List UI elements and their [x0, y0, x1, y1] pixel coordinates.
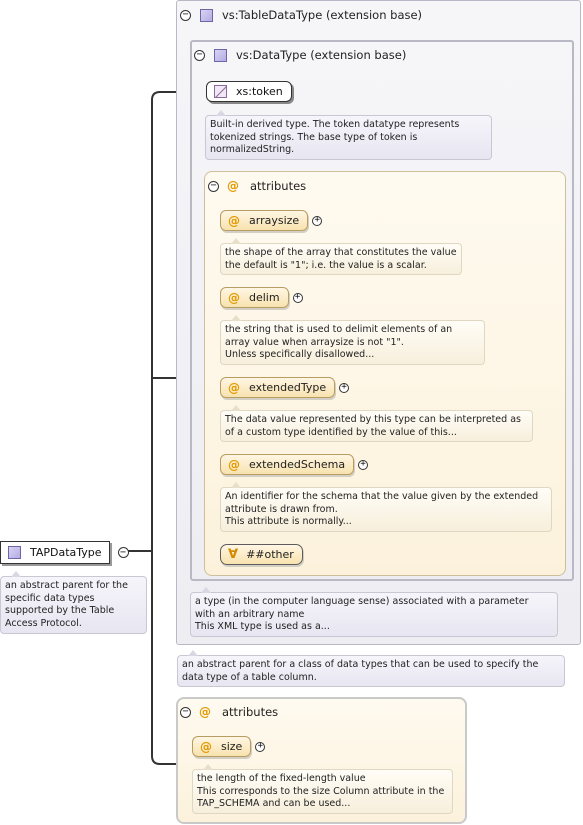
complex-type-icon: [214, 49, 227, 62]
data-type-label: vs:DataType (extension base): [236, 48, 407, 62]
attribute-icon: @: [227, 179, 239, 193]
tap-attributes-label: attributes: [222, 705, 279, 719]
data-type-header: [194, 48, 406, 62]
collapse-icon[interactable]: −: [208, 181, 219, 192]
root-element-label: TAPDataType: [30, 546, 102, 559]
root-element-box[interactable]: [0, 541, 110, 564]
table-data-type-note: an abstract parent for a class of data types that can be used to specify the data type of a table column.: [177, 655, 565, 687]
attribute-pill[interactable]: [220, 287, 289, 308]
token-label: xs:token: [236, 85, 283, 98]
attribute-name: extendedType: [249, 381, 327, 394]
attribute-icon: @: [228, 290, 240, 305]
collapse-icon[interactable]: −: [194, 50, 205, 61]
attribute-extended-schema[interactable]: [220, 454, 368, 475]
root-note: an abstract parent for the specific data types supported by the Table Access Protocol.: [0, 576, 147, 634]
extended-type-note: The data value represented by this type can be interpreted as of a custom type identified by the value of this...: [220, 410, 533, 442]
collapse-icon[interactable]: −: [118, 547, 129, 558]
size-note: the length of the fixed-length value This corresponds to the size Column attribute in the TAP_SCHEMA and can be used...: [192, 769, 453, 814]
table-data-type-label: vs:TableDataType (extension base): [222, 8, 423, 22]
simple-type-icon: [214, 85, 227, 98]
attribute-extended-type[interactable]: [220, 377, 349, 398]
complex-type-icon: [200, 9, 213, 22]
tap-attributes-header: [180, 705, 278, 719]
any-attribute[interactable]: [220, 544, 303, 565]
any-attribute-label: ##other: [246, 548, 294, 561]
table-data-type-header: [180, 8, 422, 22]
attribute-pill[interactable]: [192, 736, 251, 757]
complex-type-icon: [8, 546, 21, 559]
attribute-icon: @: [228, 213, 240, 228]
attributes-group-header: [208, 179, 306, 193]
collapse-icon[interactable]: −: [180, 10, 191, 21]
attribute-icon: @: [228, 380, 240, 395]
attribute-pill[interactable]: [220, 377, 335, 398]
attribute-arraysize[interactable]: [220, 210, 322, 231]
data-type-note: a type (in the computer language sense) associated with a parameter with an arbitrary name This XML type is used as a...: [190, 592, 558, 637]
attribute-name: arraysize: [249, 214, 300, 227]
expand-icon[interactable]: +: [255, 742, 265, 752]
attribute-icon: @: [228, 457, 240, 472]
attribute-name: delim: [249, 291, 280, 304]
token-note: Built-in derived type. The token datatype represents tokenized strings. The base type of token is normalizedString.: [205, 115, 492, 160]
arraysize-note: the shape of the array that constitutes the value the default is "1"; i.e. the value is a scalar.: [220, 243, 462, 275]
attribute-size[interactable]: [192, 736, 265, 757]
attribute-delim[interactable]: [220, 287, 303, 308]
expand-icon[interactable]: +: [312, 216, 322, 226]
attribute-name: extendedSchema: [249, 458, 346, 471]
attributes-group-label: attributes: [250, 179, 307, 193]
attribute-name: size: [221, 740, 243, 753]
attribute-pill[interactable]: [220, 210, 308, 231]
delim-note: the string that is used to delimit elements of an array value when arraysize is not "1". Unless specifically disallowed...: [220, 320, 485, 365]
token-element[interactable]: [206, 81, 292, 102]
expand-icon[interactable]: +: [339, 383, 349, 393]
expand-icon[interactable]: +: [293, 293, 303, 303]
extended-schema-note: An identifier for the schema that the value given by the extended attribute is drawn from. This attribute is normally...: [220, 487, 552, 532]
collapse-icon[interactable]: −: [180, 707, 191, 718]
root-element[interactable]: [0, 541, 129, 564]
attribute-icon: @: [200, 739, 212, 754]
any-attribute-icon: ∀: [228, 547, 239, 562]
attribute-icon: @: [199, 705, 211, 719]
attribute-pill[interactable]: [220, 454, 354, 475]
expand-icon[interactable]: +: [358, 460, 368, 470]
